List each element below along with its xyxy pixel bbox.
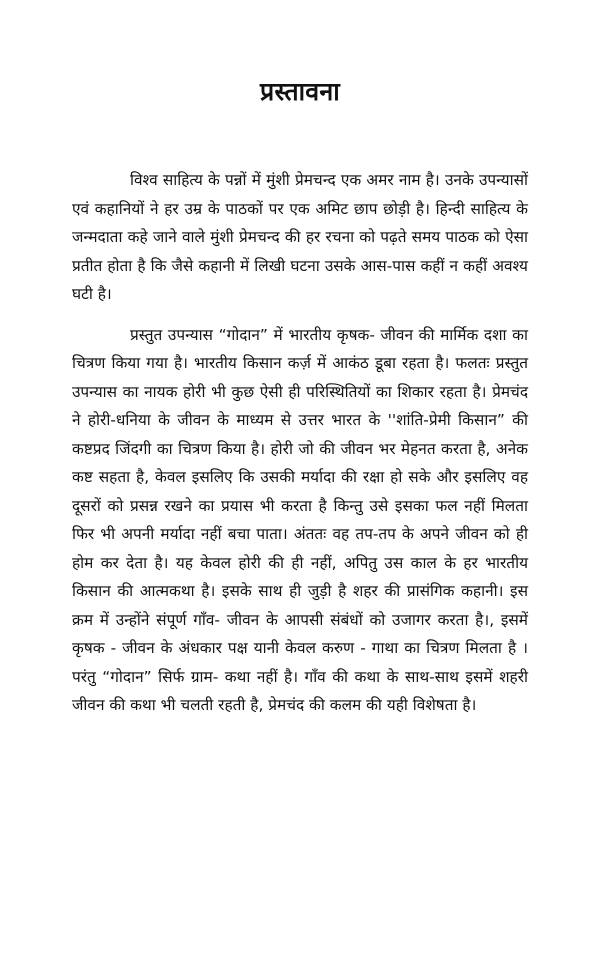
paragraph-2: प्रस्तुत उपन्यास “गोदान” में भारतीय कृषक- जीवन की मार्मिक दशा का चित्रण किया गया है। भारतीय किसान कर्ज़ में आकंठ डूबा रहता है। फलतः प्रस्तुत उपन्यास का नायक होरी भी कुछ ऐसी ही परिस्थितियों का शिकार रहता है। प्रेमचंद ने होरी-धनिया के जीवन के माध्यम से उत्तर भारत के ''शांति-प्रेमी किसान” की कष्टप्रद जिंदगी का चित्रण किया है। होरी जो की जीवन भर मेहनत करता है, अनेक कष्ट सहता है, केवल इसलिए कि उसकी मर्यादा की रक्षा हो सके और इसलिए वह दूसरों को प्रसन्न रखने का प्रयास भी करता है किन्तु उसे इसका फल नहीं मिलता फिर भी अपनी मर्यादा नहीं बचा पाता। अंततः वह तप-तप के अपने जीवन को ही होम कर देता है। यह केवल होरी की ही नहीं, अपितु उस काल के हर भारतीय किसान की आत्मकथा है। इसके साथ ही जुड़ी है शहर की प्रासंगिक कहानी। इस क्रम में उन्होंने संपूर्ण गाँव- जीवन के आपसी संबंधों को उजागर करता है।, इसमें कृषक - जीवन के अंधकार पक्ष यानी केवल करुण - गाथा का चित्रण मिलता है । परंतु “गोदान” सिर्फ ग्राम- कथा नहीं है। गाँव की कथा के साथ-साथ इसमें शहरी जीवन की कथा भी चलती रहती है, प्रेमचंद की कलम की यही विशेषता है। <box>72 325 528 714</box>
page-title: प्रस्तावना <box>260 77 340 106</box>
paragraph-1: विश्व साहित्य के पन्नों में मुंशी प्रेमचन्द एक अमर नाम है। उनके उपन्यासों एवं कहानियों ने हर उम्र के पाठकों पर एक अमिट छाप छोड़ी है। हिन्दी साहित्य के जन्मदाता कहे जाने वाले मुंशी प्रेमचन्द की हर रचना को पढ़ते समय पाठक को ऐसा प्रतीत होता है कि जैसे कहानी में लिखी घटना उसके आस-पास कहीं न कहीं अवश्य घटी है। <box>72 171 528 303</box>
preface-body <box>72 166 528 720</box>
